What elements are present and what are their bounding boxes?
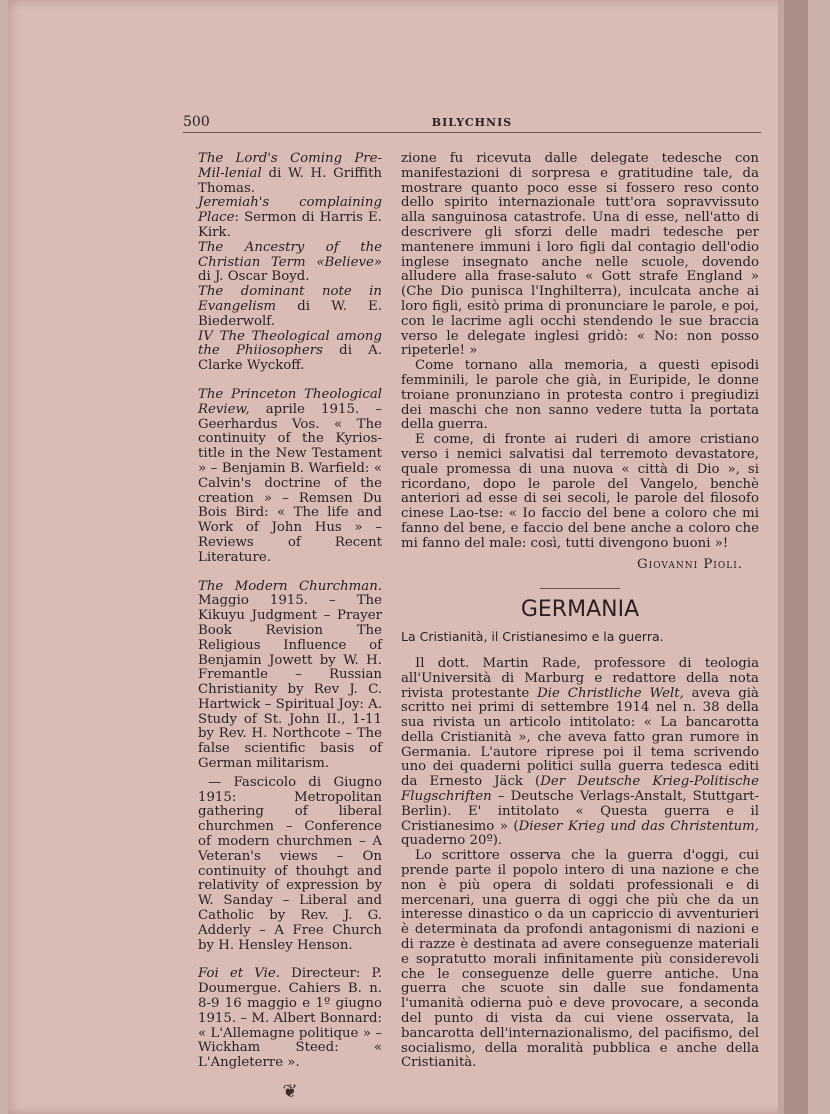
journal-title: Foi et Vie. bbox=[198, 966, 280, 982]
section-divider bbox=[540, 588, 620, 589]
paragraph: Lo scrittore osserva che la guerra d'oggi, cui prende parte il popolo intero di una nazione e che non è più opera di soldati professionali e di mercenari, una guerra di oggi che più che da un interesse dinastico o da un capriccio di avventurieri è determinata da profondi antagonismi di nazioni e di razze è destinata ad avere conseguenze materiali e sopratutto morali infinitamente più considerevoli che le conseguenze delle guerre antiche. Una guerra che scuote sin dalle sue fondamenta l'umanità odierna può e deve provocare, a seconda del punto di vista da cui viene osservata, la bancarotta dell'internazionalismo, del pacifismo, del socialismo, della moralità pubblica e anche della Cristianità. bbox=[401, 848, 759, 1071]
bibliography-entry bbox=[198, 152, 382, 374]
journal-contents: Maggio 1915. – The Kikuyu Judgment – Prayer Book Revision The Religious Influence of Benjamin Jowett by W. H. Fremantle – Russian Christianity by Rev J. C. Hartwick – Spiritual Joy: A. Study of St. John II., 1-11 by Rev. H. Northcote – The false scientific basis of German militarism. bbox=[198, 593, 382, 772]
article-line: The Ancestry of the Christian Term «Believe» di J. Oscar Boyd. bbox=[198, 239, 382, 285]
journal-title: The Princeton Theological Review, bbox=[198, 386, 382, 417]
paragraph: Come tornano alla memoria, a questi episodi femminili, le parole che già, in Euripide, le donne troiane pronunziano in protesta contro i pregiudizi dei maschi che non sanno vedere tutta la portata della guerra. bbox=[401, 358, 759, 433]
article-subheading: La Cristianità, il Cristianesimo e la guerra. bbox=[401, 629, 664, 645]
book-spine bbox=[784, 0, 808, 1114]
bibliography-entry-foi-et-vie bbox=[198, 967, 382, 1071]
journal-contents: Directeur: P. Doumergue. Cahiers B. n. 8-9 16 maggio e 1º giugno 1915. – M. Albert Bonnard: « L'Allemagne politique » – Wickham Steed: « L'Angleterre ». bbox=[198, 966, 382, 1071]
page-number: 500 bbox=[183, 114, 210, 130]
right-column bbox=[401, 152, 759, 1071]
leaf-ornament-icon: ❦ bbox=[282, 1081, 298, 1103]
paragraph: Il dott. Martin Rade, professore di teologia all'Università di Marburg e redattore della nota rivista protestante Die Christliche Welt, aveva già scritto nei primi di settembre 1914 nel n. 38 della sua rivista un articolo intitolato: « La bancarotta della Cristianità », che aveva fatto gran rumore in Germania. L'autore riprese poi il tema scrivendo uno dei quaderni politici sulla guerra tedesca editi da Ernesto Jäck (Der Deutsche Krieg-Politische Flugschriften – Deutsche Verlags-Anstalt, Stuttgart-Berlin). E' intitolato « Questa guerra e il Cristianesimo » (Dieser Krieg und das Christentum, quaderno 20º). bbox=[401, 655, 759, 849]
journal-contents: aprile 1915. – Geerhardus Vos. « The continuity of the Kyrios-title in the New Testament » – Benjamin B. Warfield: « Calvin's doctrine of the creation » – Remsen Du Bois Bird: « The life and Work of John Hus » – Reviews of Recent Literature. bbox=[198, 401, 382, 565]
journal-contents-cont: — Fascicolo di Giugno 1915: Metropolitan gathering of liberal churchmen – Conference of modern churchmen – A Veteran's views – On continuity of thouhgt and relativity of expression by W. Sanday – Liberal and Catholic by Rev. J. G. Adderly – A Free Church by H. Hensley Henson. bbox=[198, 774, 382, 953]
paragraph: E come, di fronte ai ruderi di amore cristiano verso i nemici salvatisi dal terremoto devastatore, quale promessa di una nuova « città di Dio », si ricordano, dopo le parole del Vangelo, benchè anteriori ad esse di sei secoli, le parole del filosofo cinese Lao-tse: « Io faccio del bene a coloro che mi fanno del bene, e faccio del bene anche a coloro che mi fanno del male: così, tutti divengono buoni »! bbox=[401, 432, 759, 551]
journal-title: The Modern Churchman. bbox=[198, 578, 382, 594]
article-line: The Lord's Coming Pre-Mil-lenial di W. H. Griffith Thomas. bbox=[198, 151, 382, 196]
running-title: BILYCHNIS bbox=[431, 116, 513, 129]
running-header bbox=[183, 112, 761, 133]
left-column bbox=[198, 151, 382, 1103]
article-line: Jeremiah's complaining Place: Sermon di Harris E. Kirk. bbox=[198, 195, 382, 240]
article-line: IV The Theological among the Phiiosophers di A. Clarke Wyckoff. bbox=[198, 328, 382, 374]
paragraph: zione fu ricevuta dalle delegate tedesche con manifestazioni di sorpresa e gratitudine tale, da mostrare quanto poco esse si fossero reso conto dello spirito internazionale tutt'ora sopravvissuto alla sanguinosa catastrofe. Una di esse, nell'atto di descrivere gli sforzi delle madri tedesche per mantenere immuni i loro figli dal contagio dell'odio inglese insegnato anche nelle scuole, dovendo alludere alla frase-saluto « Gott strafe England » (Che Dio punisca l'Inghilterra), inculcata anche ai loro figli, esitò prima di pronunciare le parole, e poi, con le lacrime agli occhi stendendo le sue braccia verso le delegate inglesi gridò: « No: non posso ripeterle! » bbox=[401, 151, 759, 359]
author-signature: Giovanni Pioli. bbox=[637, 556, 743, 572]
article-line: The dominant note in Evangelism di W. E. Biederwolf. bbox=[198, 284, 382, 329]
bibliography-entry-churchman bbox=[198, 580, 382, 954]
bibliography-entry-princeton bbox=[198, 388, 382, 566]
section-title: GERMANIA bbox=[520, 597, 640, 623]
book-page bbox=[8, 0, 808, 1114]
